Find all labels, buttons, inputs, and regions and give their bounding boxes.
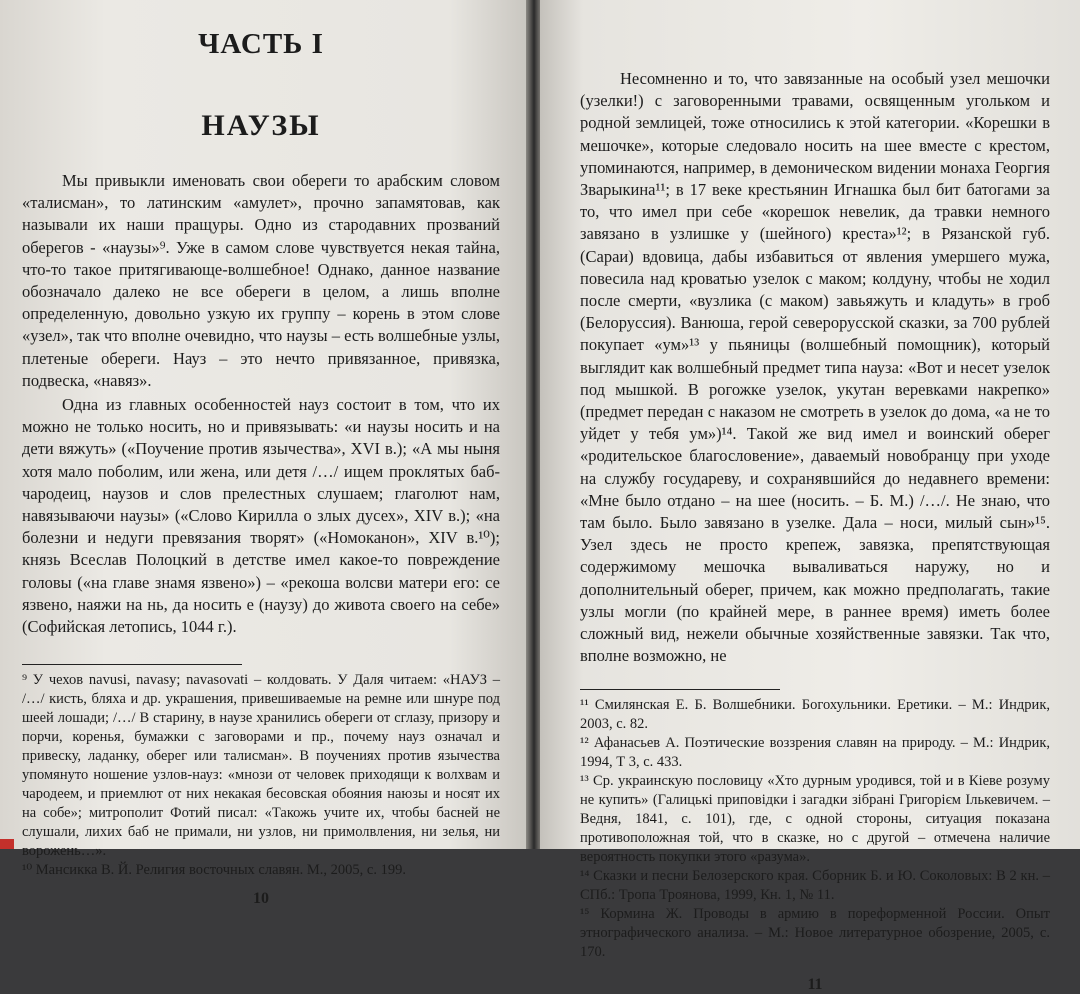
left-paragraph-2: Одна из главных особенностей науз состоит в том, что их можно не только носить, но и привязывать: «и наузы носить и на дети вяжуть» («Поучение против язычества», XVI в.); «А мы ныня хотя мало поболим, или жена, или детя /…/ ищем проклятых баб-чародеиц, наузов и слов прелестных слушаем; глаголют нам, навязываючи наузы» («Слово Кирилла о злых дусех», XIV в.); «на болезни и недуги превязания творят» («Номоканон», XIV в.¹⁰); князь Всеслав Полоцкий в детстве имел какое-то повреждение головы («на главе знамя язвено») – «рекоша волсви матери его: се язвено, наяжи на нь, да носить е (наузу) до живота своего на себе» (Софийская летопись, 1044 г.). [22, 395, 500, 637]
left-paragraph-1: Мы привыкли именовать свои обереги то арабским словом «талисман», то латинским «амулет», прочно запамятовав, как называли их наши пращуры. Одно из стародавних прозваний оберегов - «наузы»⁹. Уже в самом слове чувствуется некая тайна, что-то такое притягивающе-волшебное! Однако, данное название обозначало далеко не все обереги в целом, а лишь вполне определенную, довольно узкую их группу – корень в этом слове «узел», так что вполне очевидно, что наузы – есть волшебные узлы, плетеные обереги. Науз – это нечто привязанное, привязка, подвеска, «навяз». [22, 171, 500, 390]
right-page [540, 0, 1080, 994]
part-title: ЧАСТЬ I [198, 28, 324, 60]
footnote-10: ¹⁰ Мансикка В. Й. Религия восточных славян. М., 2005, с. 199. [22, 862, 406, 879]
footnote-11: ¹¹ Смилянская Е. Б. Волшебники. Богохульники. Еретики. – М.: Индрик, 2003, с. 82. [580, 697, 1050, 733]
footnote-15: ¹⁵ Кормина Ж. Проводы в армию в пореформенной России. Опыт этнографического анализа. – М.: Новое литературное обозрение, 2005, с. 170. [580, 906, 1050, 961]
left-body-text [22, 170, 500, 638]
footnote-12: ¹² Афанасьев А. Поэтические воззрения славян на природу. – М.: Индрик, 1994, Т 3, с. 433. [580, 735, 1050, 771]
right-body-text [580, 68, 1050, 667]
footnote-14: ¹⁴ Сказки и песни Белозерского края. Сборник Б. и Ю. Соколовых: В 2 кн. – СПб.: Тропа Троянова, 1999, Кн. 1, № 11. [580, 868, 1050, 904]
footnote-9: ⁹ У чехов navusi, navasy; navasovati – колдовать. У Даля читаем: «НАУЗ – /…/ кисть, бляха и др. украшения, привешиваемые на ремне или шнуре под шеей лошади; /…/ В старину, в наузе хранились обереги от сглазу, призору и порчи, коренья, бумажки с заговорами и пр., почему науз означал и привеску, ладанку, оберег или талисман». В поучениях против язычества упомянуто ношение узлов-науз: «мнози от человек приходящи к волхвам и чародеем, и приемлют от них некакая бесовская обояния наюзы и носят их на собе»; митрополит Фотий писал: «Такожь учите их, чтобы басней не слушали, лихих баб не примали, ни узлов, ни примолвления, ни зелья, ни ворожень…». [22, 672, 500, 860]
right-paragraph-1: Несомненно и то, что завязанные на особый узел мешочки (узелки!) с заговоренными травами, освященным угольком и родной землицей, тоже относились к этой категории. «Корешки в мешочке», которые следовало носить на шее вместе с крестом, упоминаются, например, в демоническом видении монаха Георгия Зварыкина¹¹; в 17 веке крестьянин Игнашка был бит батогами за то, что имел при себе «корешок невелик, да травки немного завязано в узлишке у (шейного) креста»¹²; в Рязанской губ. (Сараи) вдовица, дабы избавиться от явления умершего мужа, повесила над кроватью узелок с маком; колдуну, чтобы не ходил после смерти, «вузлика (с маком) завьяжуть и кладуть» в гроб (Белоруссия). Ванюша, герой северорусской сказки, за 700 рублей покупает «ум»¹³ у пьяницы (волшебный помощник), который выглядит как волшебный предмет типа науза: «Вот и несет узелок под мышкой. В рогожке узелок, укутан веревками накрепко» (предмет передан с наказом не смотреть в узелок до дома, «а не то уйдет у тебя ум»)¹⁴. Такой же вид имел и воинский оберег «родительское благословение», даваемый новобранцу при уходе на службу государеву, и сохранявшийся до недавнего времени: «Мне было отдано – на шее (носить. – Б. М.) /…/. Не знаю, что там было. Было завязано в узелке. Дала – носи, милый сын»¹⁵. Узел здесь не просто крепеж, завязка, препятствующая содержимому мешочка вываливаться наружу, но и дополнительный оберег, причем, как можно предполагать, такие узлы могли (по крайней мере, в раннее время) иметь более сложный вид, нежели обычные хозяйственные завязки. Так что, вполне возможно, не [580, 69, 1050, 666]
page-number-left: 10 [253, 890, 269, 908]
footnote-divider-right [580, 689, 780, 690]
left-page [0, 0, 528, 908]
corner-mark [0, 839, 14, 849]
footnote-13: ¹³ Ср. украинскую пословицу «Хто дурным уродився, той и в Кіеве розуму не купить» (Галицькі приповідки і загадки зібрані Григорієм Ількевичем. – Ведня, 1841, с. 101), где, с одной стороны, ситуация показана противоположная той, что в сказке, но с другой – отмечена наличие вероятность покупки этого «разума». [580, 773, 1050, 866]
chapter-title: НАУЗЫ [201, 109, 321, 142]
page-number-right: 11 [807, 976, 823, 994]
footnote-divider [22, 664, 242, 665]
